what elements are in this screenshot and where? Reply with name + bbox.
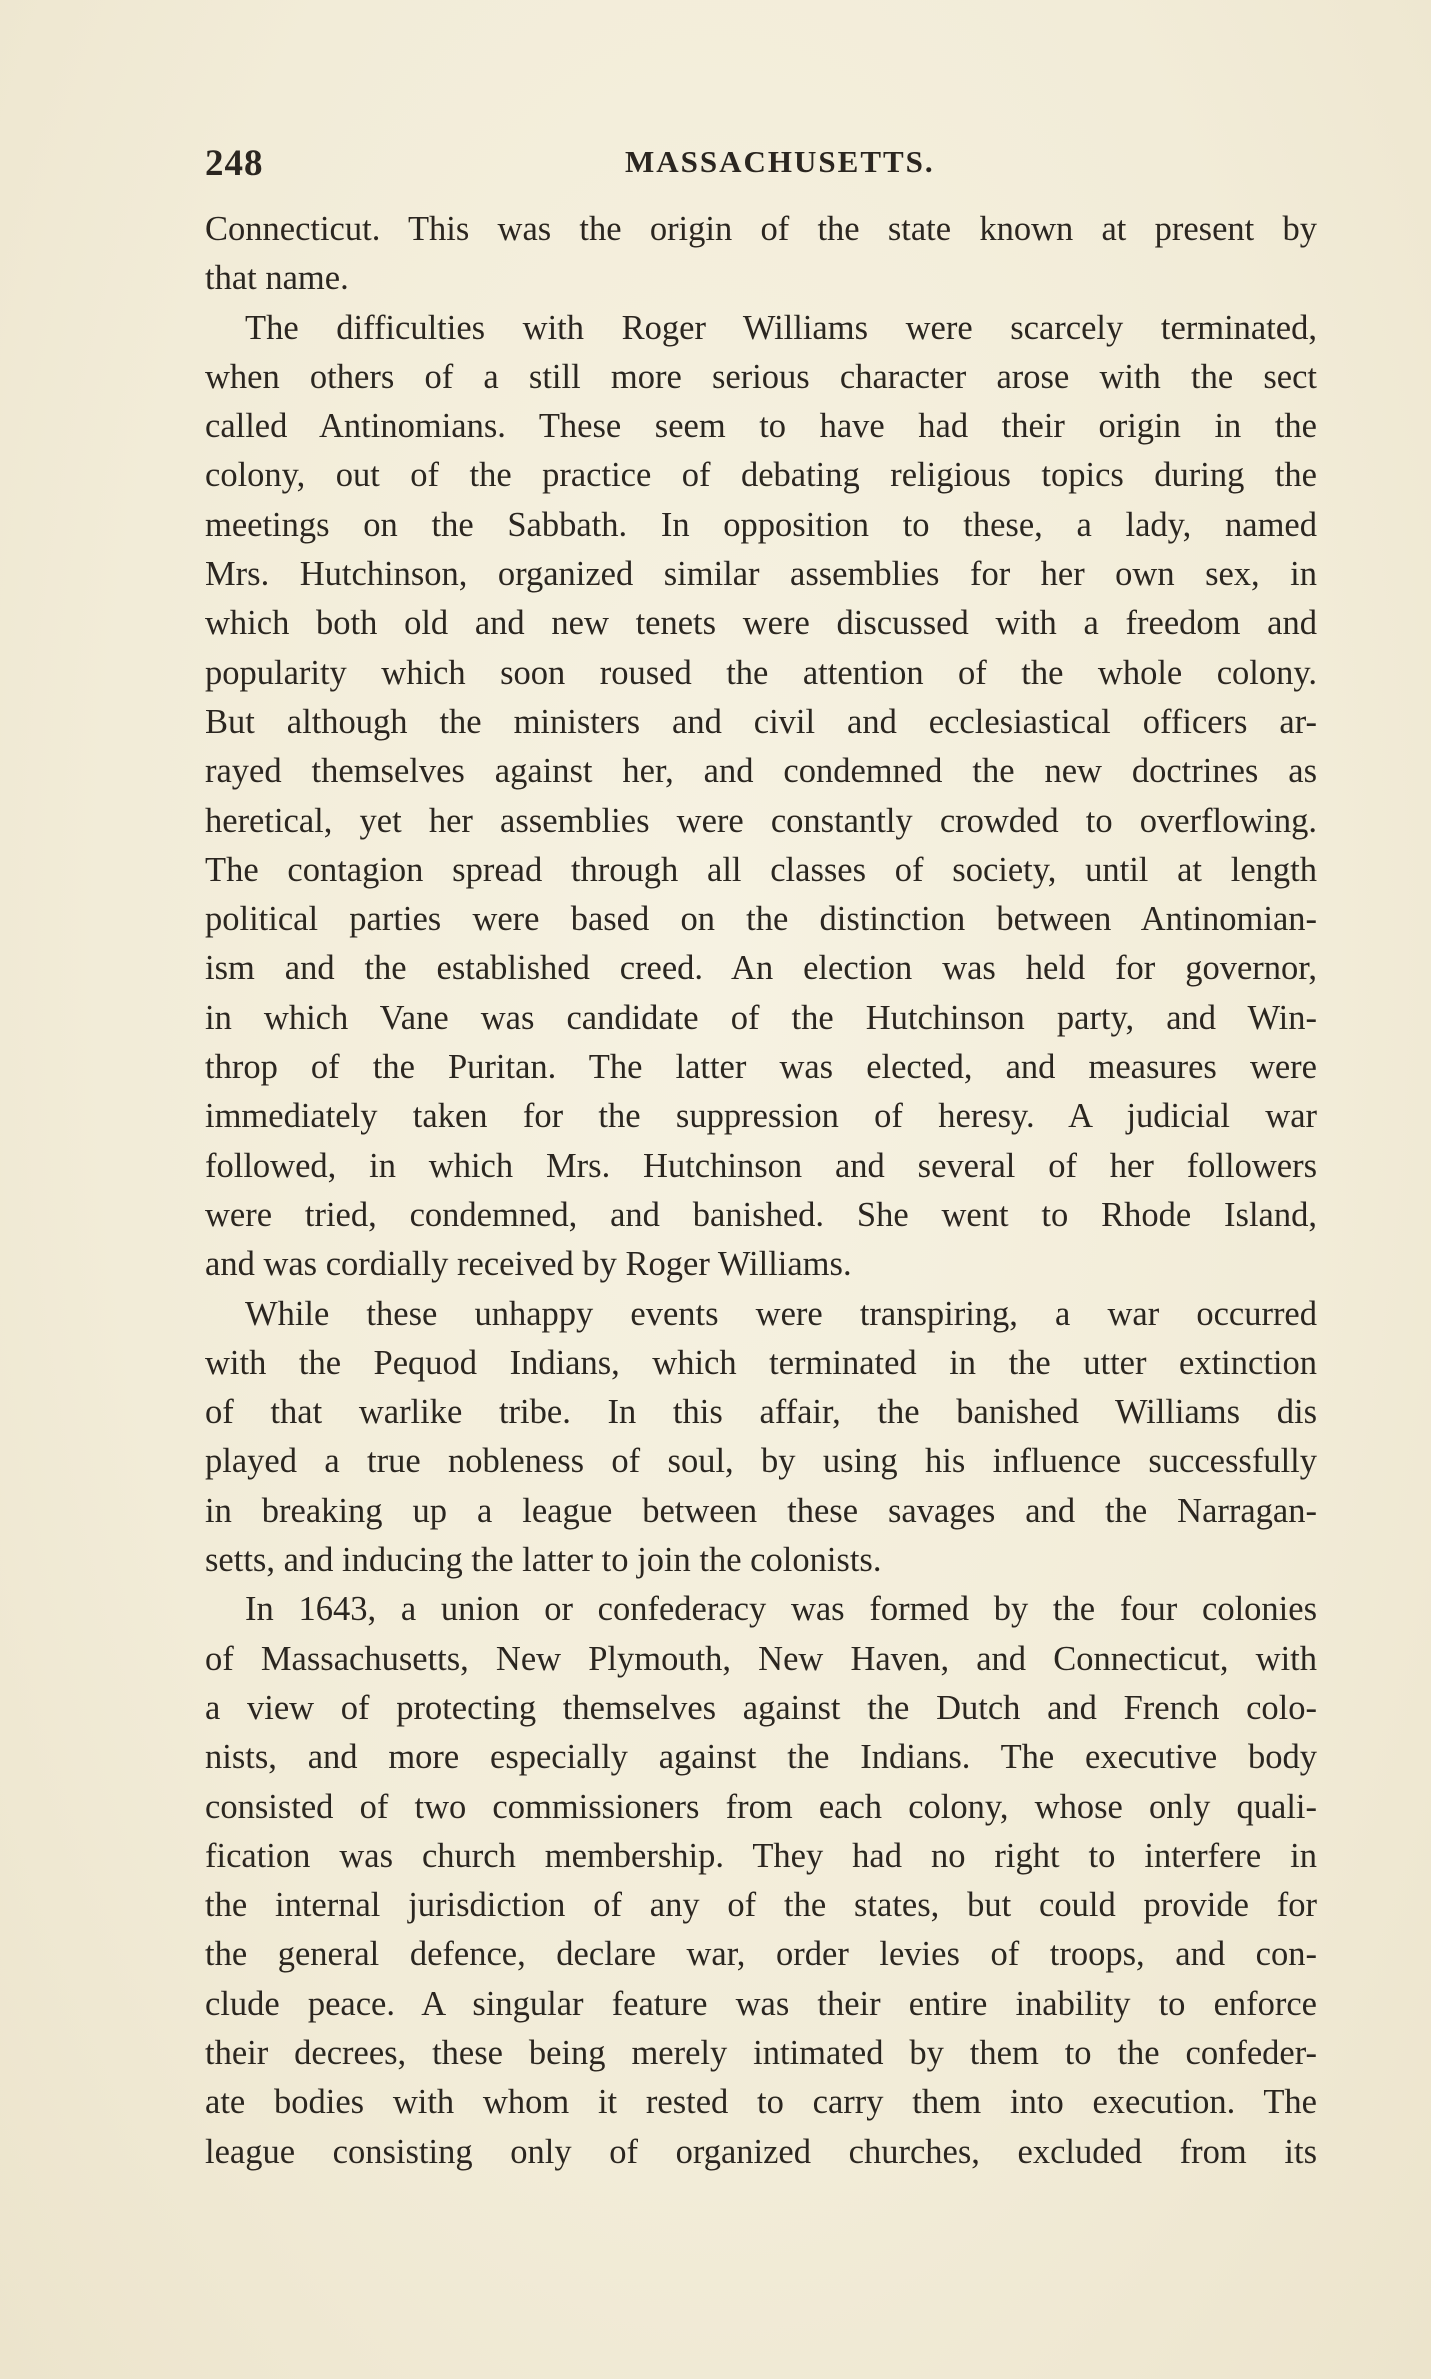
text-line: played a true nobleness of soul, by using his influence successfully — [205, 1442, 1317, 1481]
text-line: consisted of two commissioners from each colony, whose only quali- — [205, 1787, 1317, 1826]
text-line: of Massachusetts, New Plymouth, New Haven, and Connecticut, with — [205, 1639, 1317, 1678]
text-line: fication was church membership. They had no right to interfere in — [205, 1836, 1317, 1875]
text-line: followed, in which Mrs. Hutchinson and several of her followers — [205, 1146, 1317, 1185]
text-line: the general defence, declare war, order levies of troops, and con- — [205, 1935, 1317, 1974]
text-line: their decrees, these being merely intimated by them to the confeder- — [205, 2033, 1317, 2072]
running-head — [205, 142, 1315, 192]
text-line: that name. — [205, 259, 349, 298]
text-line: But although the ministers and civil and ecclesiastical officers ar- — [205, 702, 1317, 741]
body-text — [205, 205, 1317, 2177]
text-line: were tried, condemned, and banished. She went to Rhode Island, — [205, 1195, 1317, 1234]
text-line: ism and the established creed. An election was held for governor, — [205, 949, 1317, 988]
text-line: in which Vane was candidate of the Hutchinson party, and Win- — [205, 998, 1317, 1037]
text-line: Connecticut. This was the origin of the state known at present by — [205, 210, 1317, 248]
text-line: with the Pequod Indians, which terminated in the utter extinction — [205, 1343, 1317, 1382]
text-line: political parties were based on the distinction between Antinomian- — [205, 900, 1317, 939]
running-title: MASSACHUSETTS. — [625, 144, 935, 179]
page-number: 248 — [205, 143, 264, 184]
text-line: and was cordially received by Roger Williams. — [205, 1245, 852, 1284]
text-line: a view of protecting themselves against the Dutch and French colo- — [205, 1688, 1317, 1727]
text-line: heretical, yet her assemblies were constantly crowded to overflowing. — [205, 801, 1317, 840]
text-line: colony, out of the practice of debating religious topics during the — [205, 456, 1317, 495]
text-line: Mrs. Hutchinson, organized similar assemblies for her own sex, in — [205, 555, 1317, 594]
text-line: popularity which soon roused the attention of the whole colony. — [205, 653, 1317, 692]
text-line: The contagion spread through all classes of society, until at length — [205, 850, 1317, 889]
text-line: the internal jurisdiction of any of the states, but could provide for — [205, 1886, 1317, 1925]
text-line: ate bodies with whom it rested to carry them into execution. The — [205, 2083, 1317, 2122]
text-line: nists, and more especially against the Indians. The executive body — [205, 1738, 1317, 1777]
text-line: of that warlike tribe. In this affair, the banished Williams dis — [205, 1393, 1317, 1432]
text-line: rayed themselves against her, and condemned the new doctrines as — [205, 752, 1317, 791]
text-line: meetings on the Sabbath. In opposition to these, a lady, named — [205, 505, 1317, 544]
text-line: when others of a still more serious character arose with the sect — [205, 357, 1317, 396]
text-line: throp of the Puritan. The latter was elected, and measures were — [205, 1048, 1317, 1087]
text-line: in breaking up a league between these savages and the Narragan- — [205, 1491, 1317, 1530]
text-line: called Antinomians. These seem to have had their origin in the — [205, 407, 1317, 446]
text-line: clude peace. A singular feature was their entire inability to enforce — [205, 1984, 1317, 2023]
text-line: league consisting only of organized churches, excluded from its — [205, 2132, 1317, 2171]
text-line: The difficulties with Roger Williams were scarcely terminated, — [245, 308, 1317, 347]
text-line: In 1643, a union or confederacy was formed by the four colonies — [245, 1590, 1317, 1629]
text-line: While these unhappy events were transpiring, a war occurred — [245, 1294, 1317, 1333]
text-line: immediately taken for the suppression of heresy. A judicial war — [205, 1097, 1317, 1136]
text-line: setts, and inducing the latter to join the colonists. — [205, 1541, 882, 1580]
text-line: which both old and new tenets were discussed with a freedom and — [205, 604, 1317, 643]
